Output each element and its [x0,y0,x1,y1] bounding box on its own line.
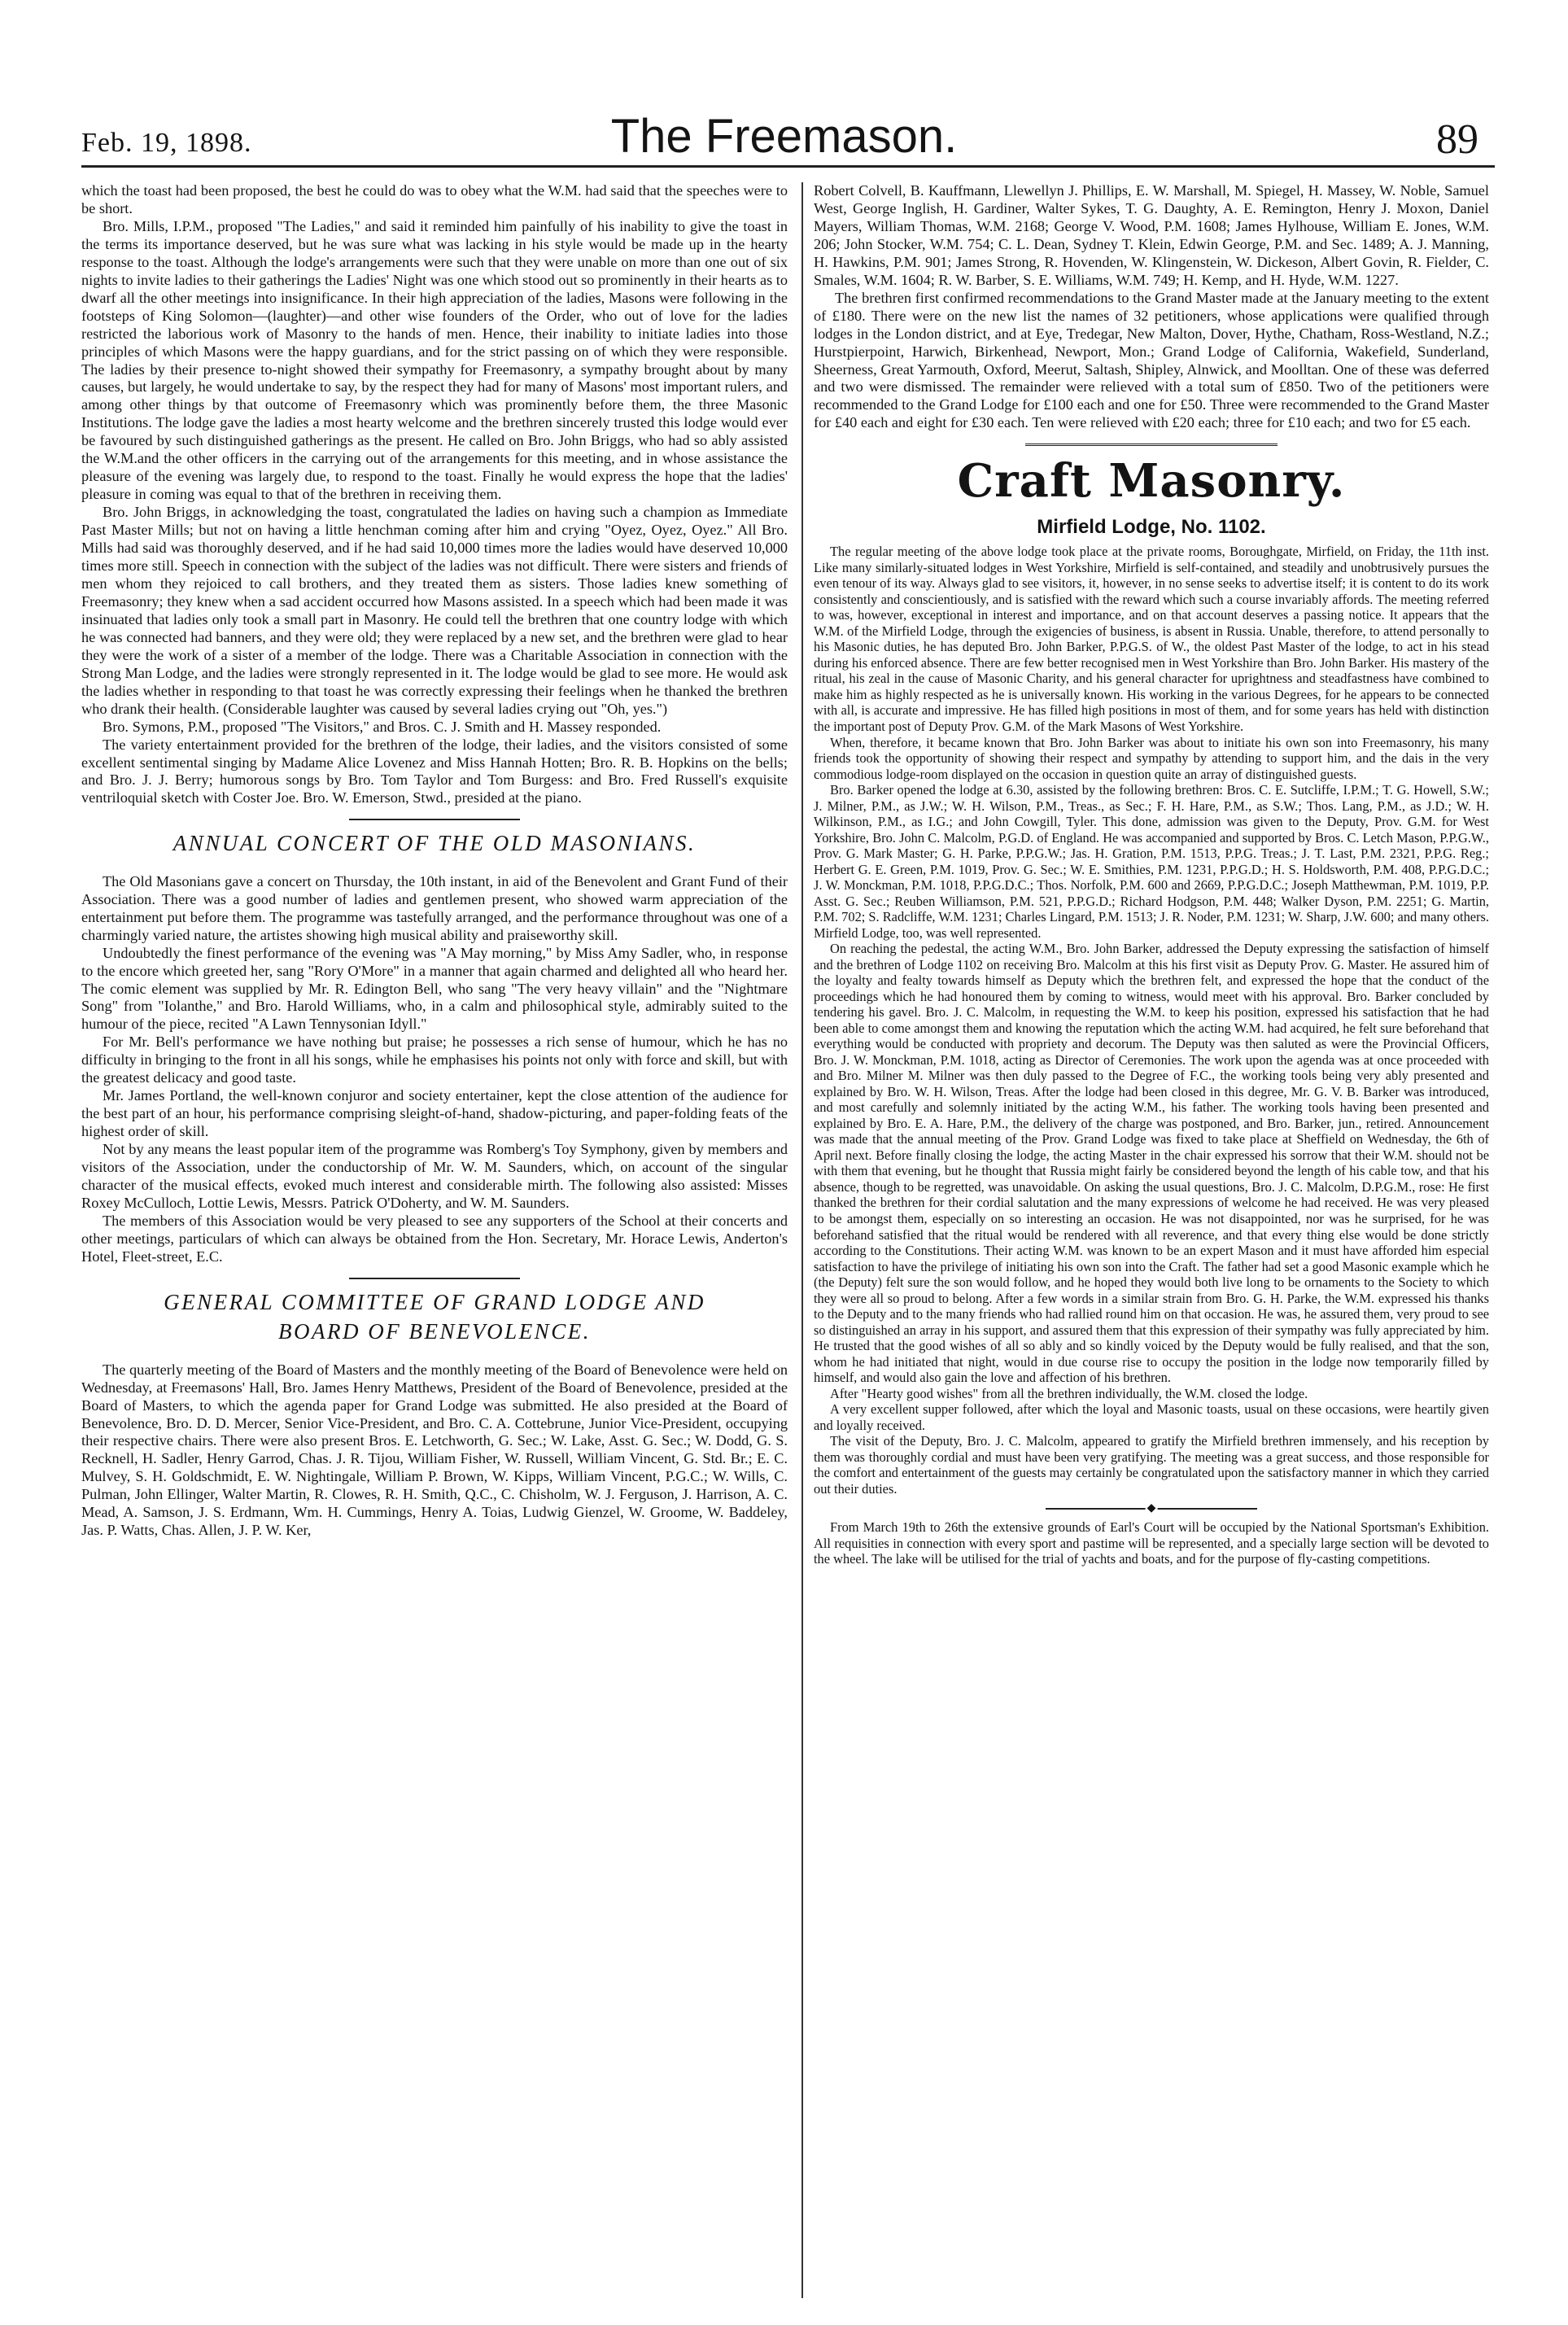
article-paragraph: Robert Colvell, B. Kauffmann, Llewellyn J. Phillips, E. W. Marshall, M. Spiegel, H. Massey, W. Noble, Samuel West, George Inglish, H. Gardiner, Walter Sykes, T. G. Daughty, A. E. Remington, Henry J. Moxon, Daniel Mayers, William Thomas, W.M. 2168; George V. Wood, P.M. 1608; James Hylhouse, William E. Jones, W.M. 206; John Stocker, W.M. 754; C. L. Dean, Sydney T. Klein, Edwin George, P.M. and Sec. 1489; A. J. Manning, H. Hawkins, P.M. 901; James Strong, R. Hovenden, W. Klingenstein, W. Dickeson, Albert Govin, R. Fielder, C. Smales, W.M. 1604; R. W. Barber, S. E. Williams, W.M. 749; H. Kemp, and H. Hyde, W.M. 1227. [814,182,1489,288]
masthead-rule [81,165,1495,168]
article-paragraph: Bro. Mills, I.P.M., proposed "The Ladies," and said it reminded him painfully of his inability to give the toast in the terms its importance deserved, but he was sure what was lacking in his style would be made up in the hearty response to the toast. Although the lodge's arrangements were such that they were unable on more than one out of six nights to invite ladies to their gatherings the Ladies' Night was one which stood out so prominently in their hearts as to dwarf all the other meetings into insignificance. In their high appreciation of the ladies, Masons were following in the footsteps of King Solomon—(laughter)—and other wise founders of the Order, who out of love for the ladies restricted the laborious work of Masonry to the hands of men. Hence, their inability to initiate ladies into those principles of which Masons were the happy guardians, and for the strict passing on of which they were responsible. The ladies by their presence to-night showed their sympathy for Freemasonry, a sympathy brought about by many causes, but largely, he would undertake to say, by the respect they had for many of Masons' most important rulers, and among other things by that outcome of Freemasonry which was prominently before them, the three Masonic Institutions. The lodge gave the ladies a most hearty welcome and the brethren sincerely trusted this lodge would ever be favoured by such distinguished gatherings as the present. He called on Bro. John Briggs, who had so ably assisted the W.M.and the other officers in the carrying out of the arrangements for this meeting, and in whose assistance the pleasure of the evening was largely due, to respond to the toast. Finally he would express the hope that the ladies' pleasure in coming was equal to that of the brethren in receiving them. [81,217,788,503]
article-paragraph: Not by any means the least popular item of the programme was Romberg's Toy Symphony, given by members and visitors of the Association, under the conductorship of Mr. W. M. Saunders, which, on account of the singular character of the musical effects, evoked much interest and considerable mirth. The following also assisted: Misses Roxey McCulloch, Lottie Lewis, Messrs. Patrick O'Doherty, and W. M. Saunders. [81,1141,788,1211]
article-paragraph: When, therefore, it became known that Bro. John Barker was about to initiate his own son into Freemasonry, his many friends took the opportunity of showing their respect and sympathy by attending to support him, and the dais in the very commodious lodge-room displayed on the occasion in question quite an array of distinguished guests. [814,734,1489,782]
masthead [81,110,1487,163]
closing-note: From March 19th to 26th the extensive grounds of Earl's Court will be occupied by the National Sportsman's Exhibition. All requisities in connection with every sport and pastime will be represented, and a specially large section will be devoted to the wheel. The lake will be utilised for the trial of yachts and boats, and for the purpose of fly-casting competitions. [814,1519,1489,1567]
mirfield-report [814,544,1489,1567]
article-paragraph: The members of this Association would be very pleased to see any supporters of the School at their concerts and other meetings, particulars of which can always be obtained from the Hon. Secretary, Mr. Horace Lewis, Anderton's Hotel, Fleet-street, E.C. [81,1212,788,1265]
article-paragraph: The visit of the Deputy, Bro. J. C. Malcolm, appeared to gratify the Mirfield brethren immensely, and his reception by them was thoroughly cordial and must have been very gratifying. The meeting was a great success, and those responsible for the comfort and entertainment of the guests may certainly be congratulated upon the satisfactory manner in which they carried out their duties. [814,1433,1489,1497]
committee-heading-line: BOARD OF BENEVOLENCE. [278,1319,591,1344]
article-paragraph: The brethren first confirmed recommendations to the Grand Master made at the January meeting to the extent of £180. There were on the new list the names of 32 petitioners, whose applications were qualified through lodges in the London district, and at Eye, Tredegar, New Malton, Dover, Hythe, Chatham, Ross-Westland, N.Z.; Hurstpierpoint, Harwich, Birkenhead, Newport, Mon.; Grand Lodge of California, Wakefield, Sunderland, Sheerness, Great Yarmouth, Oxford, Meerut, Saltash, Shipley, Alnwick, and Moolltan. One of these was deferred and two were dismissed. The remainder were relieved with a total sum of £850. Two of the petitioners were recommended to the Grand Lodge for £100 each and one for £50. Three were recommended to the Grand Master for £40 each and eight for £30 each. Ten were relieved with £20 each; three for £10 each; and two for £5 each. [814,289,1489,431]
article-paragraph: For Mr. Bell's performance we have nothing but praise; he possesses a rich sense of humour, which he has no difficulty in bringing to the front in all his songs, while he emphasises his points not only with force and skill, but with the greatest delicacy and good taste. [81,1034,788,1086]
article-paragraph: On reaching the pedestal, the acting W.M., Bro. John Barker, addressed the Deputy expressing the satisfaction of himself and the brethren of Lodge 1102 on receiving Bro. Malcolm at this his first visit as Deputy Prov. G. Master. He assured him of the loyalty and fealty towards himself as Deputy which the brethren felt, and expressed the hope that the conduct of the proceedings which he had honoured them by coming to witness, would meet with his approval. Bro. Barker concluded by tendering his gavel. Bro. J. C. Malcolm, in requesting the W.M. to keep his position, expressed his satisfaction that he had been able to come amongst them and knowing the reputation which the acting W.M. had acquired, he felt sure beforehand that everything would be conducted with propriety and decorum. The Deputy was then saluted as were the Provincial Officers, Bro. J. W. Monckman, P.M. 1018, acting as Director of Ceremonies. The work upon the agenda was at once proceeded with and Bro. Milner M. Milner was then duly passed to the Degree of F.C., the working tools being very ably presented and explained by Bro. W. H. Wilson, Treas. After the lodge had been closed in this degree, Mr. G. V. B. Barker was introduced, and most carefully and solemnly initiated by the acting W.M., his father. The working tools having been presented and explained by Bro. E. A. Hare, P.M., the delivery of the charge was postponed, and Bro. Barker, jun., retired. Announcement was made that the annual meeting of the Prov. Grand Lodge was fixed to take place at Sheffield on Wednesday, the 6th of April next. Before finally closing the lodge, the acting Master in the chair expressed his sorrow that their W.M. should not be with them that evening, but he thought that Russia might fairly be considered beyond the length of his cable tow, and that his absence, though to be regretted, was unavoidable. On asking the usual questions, Bro. J. C. Malcolm, D.P.G.M., rose: He first thanked the brethren for their cordial salutation and the many expressions of welcome he had received. He was very pleased to be amongst them, especially on so interesting an occasion. He was not disappointed, nor was he surprised, for he was beforehand satisfied that the ritual would be rendered with all reverence, and that every thing else would be done strictly according to the Constitutions. Their acting W.M. was known to be an expert Mason and it must have afforded him especial satisfaction to have the privilege of initiating his own son into the Craft. The father had set a good Masonic example which he (the Deputy) felt sure the son would follow, and he hoped they would both live long to be ornaments to the Society to which they were all so proud to belong. After a few words in a similar strain from Bro. G. H. Parke, the W.M. expressed his thanks to the Deputy and to the many friends who had rallied round him on that occasion. He was, he assured them, very proud to see so distinguished an array in his support, and assured them that this expression of their sympathy was fully appreciated by him. He trusted that the good wishes of all so ably and so kindly voiced by the Deputy would be fully realised, and that the son, whom he had initiated that night, would in due course rise to occupy the position in the lodge now temporarily filled by himself, and would also gain the love and affection of his brethren. [814,941,1489,1386]
article-paragraph: Bro. Barker opened the lodge at 6.30, assisted by the following brethren: Bros. C. E. Sutcliffe, I.P.M.; T. G. Howell, S.W.; J. Milner, P.M., as J.W.; W. H. Wilson, P.M., Treas., as Sec.; F. H. Hare, P.M., as S.W.; Thos. Lang, P.M., as J.D.; W. H. Wilkinson, P.M., as I.G.; and John Cowgill, Tyler. This done, admission was given to the Deputy, Prov. G.M. for West Yorkshire, Bro. John C. Malcolm, P.G.D. of England. He was accompanied and supported by Bros. C. Letch Mason, P.P.G.W., Prov. G. Mark Master; G. H. Parke, P.P.G.W.; Jas. H. Gration, P.M. 1513, P.P.G. Treas.; J. T. Last, P.M. 2321, P.P.G. Reg.; Herbert G. E. Green, P.M. 1019, Prov. G. Sec.; W. E. Smithies, P.M. 1231, P.P.G.D.; H. S. Holdsworth, P.M. 408, P.P.G.D.C.; J. W. Monckman, P.M. 1018, P.P.G.D.C.; Thos. Norfolk, P.M. 600 and 2669, P.P.G.D.C.; Joseph Matthewman, P.M. 1019, P.P. Asst. G. Sec.; Reuben Williamson, P.M. 521, P.P.G.D.; Richard Hodgson, P.M. 448; Walker Dyson, P.M. 2251; G. Martin, P.M. 702; S. Radcliffe, W.M. 1231; Charles Lingard, P.M. 1513; J. R. Noder, P.M. 1231; W. Sharp, J.W. 600; and many others. Mirfield Lodge, too, was well represented. [814,782,1489,941]
article-paragraph: The variety entertainment provided for the brethren of the lodge, their ladies, and the visitors consisted of some excellent sentimental singing by Madame Alice Lovenez and Miss Hannah Hotten; Bro. R. B. Hopkins on the bells; and Bro. J. J. Berry; humorous songs by Bro. Tom Taylor and Tom Burgess: and Bro. Fred Russell's exquisite ventriloquial sketch with Coster Joe. Bro. W. Emerson, Stwd., presided at the piano. [81,736,788,806]
page-number: 89 [1436,116,1478,163]
left-column [81,182,788,2306]
publication-title: The Freemason. [610,110,958,163]
article-paragraph: Mr. James Portland, the well-known conjuror and society entertainer, kept the close attention of the audience for the best part of an hour, his performance comprising sleight-of-hand, shadow-picturing, and paper-folding feats of the highest order of skill. [81,1087,788,1140]
right-column [814,182,1489,2314]
concert-heading: ANNUAL CONCERT OF THE OLD MASONIANS. [173,831,697,856]
article-paragraph: Undoubtedly the finest performance of the evening was "A May morning," by Miss Amy Sadler, who, in response to the encore which greeted her, sang "Rory O'More" in a manner that again charmed and delighted all who heard her. The comic element was supplied by Mr. R. Edington Bell, who sang "The very heavy villain" and the "Nightmare Song" from "Iolanthe," and Bro. Harold Williams, who, in a calm and philosophical style, admirably suited to the humour of the piece, recited "A Lawn Tennysonian Idyll." [81,944,788,1033]
article-paragraph: The quarterly meeting of the Board of Masters and the monthly meeting of the Board of Benevolence were held on Wednesday, at Freemasons' Hall, Bro. James Henry Matthews, President of the Board of Benevolence, presided at the Board of Masters, to which the agenda paper for Grand Lodge was submitted. He also presided at the Board of Benevolence, Bro. D. D. Mercer, Senior Vice-President, and Bro. C. A. Cottebrune, Junior Vice-President, occupying their respective chairs. There were also present Bros. E. Letchworth, G. Sec.; W. Lake, Asst. G. Sec.; W. Dodd, G. S. Recknell, H. Sadler, Henry Garrod, Chas. J. R. Tijou, William Fisher, W. Russell, William Vincent, G. Std. Br.; E. C. Mulvey, S. H. Goldschmidt, E. W. Nightingale, William P. Brown, W. Kipps, William Vincent, P.G.C.; W. Wills, C. Pulman, John Ellinger, Walter Martin, R. Clowes, R. H. Smith, Q.C., C. Chisholm, W. J. Ferguson, J. Harrison, A. C. Mead, A. Samson, J. S. Erdmann, Wm. H. Cummings, Henry A. Toias, Ludwig Gienzel, W. Groome, W. Baddeley, Jas. P. Watts, Chas. Allen, J. P. W. Ker, [81,1361,788,1539]
issue-date: Feb. 19, 1898. [81,128,252,158]
diamond-ornament-icon: ◆ [1147,1502,1156,1515]
article-paragraph: The regular meeting of the above lodge took place at the private rooms, Boroughgate, Mirfield, on Friday, the 11th inst. Like many similarly-situated lodges in West Yorkshire, Mirfield is self-contained, and steadily and unobtrusively pursues the even tenour of its way. Always glad to see visitors, it, however, in no sense seeks to advertise itself; it is content to do its work consistently and conscientiously, and is satisfied with the reward which such a course invariably affords. The meeting referred to was, however, exceptional in interest and importance, and on that account deserves a passing notice. It appears that the W.M. of the Mirfield Lodge, through the exigencies of business, is absent in Russia. Unable, therefore, to attend personally to his Masonic duties, he has deputed Bro. John Barker, P.P.G.S. of W., the oldest Past Master of the lodge, to act in his stead during his enforced absence. There are few better recognised men in West Yorkshire than Bro. John Barker. His mastery of the ritual, his zeal in the cause of Masonic Charity, and his general character for uprightness and steadfastness have combined to make him as highly respected as he is universally known. His working in the various Degrees, for he appears to be connected with all, is accurate and impressive. He has filled high positions in most of them, and for some years has held with distinction the important post of Deputy Prov. G.M. of the Mark Masons of West Yorkshire. [814,544,1489,734]
committee-heading [81,1287,788,1347]
article-paragraph: Bro. Symons, P.M., proposed "The Visitors," and Bros. C. J. Smith and H. Massey responded. [103,718,662,735]
craft-masonry-heading: Craft Masonry. [957,454,1346,509]
article-paragraph: The Old Masonians gave a concert on Thursday, the 10th instant, in aid of the Benevolent and Grant Fund of their Association. There was a good number of ladies and gentlemen present, who showed warm appreciation of the entertainment put before them. The programme was tastefully arranged, and the performance throughout was one of a charmingly varied nature, the artistes showing high musical ability and praiseworthy skill. [81,872,788,943]
article-paragraph: After "Hearty good wishes" from all the brethren individually, the W.M. closed the lodge. [830,1385,1308,1401]
section-rule [1025,444,1278,446]
committee-heading-line: GENERAL COMMITTEE OF GRAND LODGE AND [164,1289,705,1314]
ornament-rule [1046,1502,1257,1515]
section-rule [349,1278,520,1279]
section-rule [349,819,520,820]
column-divider [801,182,803,2298]
lodge-heading: Mirfield Lodge, No. 1102. [1037,515,1266,538]
article-paragraph: which the toast had been proposed, the best he could do was to obey what the W.M. had said that the speeches were to be short. [81,182,788,216]
article-paragraph: Bro. John Briggs, in acknowledging the toast, congratulated the ladies on having such a champion as Immediate Past Master Mills; but not on having a little henchman coming after him and crying "Oyez, Oyez, Oyez." All Bro. Mills had said was thoroughly deserved, and if he had said 10,000 times more the ladies would have deserved 10,000 times more still. Speech in connection with the subject of the ladies was not difficult. There were sisters and friends of men whom they rejoiced to call brothers, and they treated them as sisters. Those ladies knew something of Freemasonry; they knew when a sad accident occurred how Masons assisted. In a speech which had been made it was insinuated that ladies only took a small part in Masonry. He could tell the brethren that one country lodge with which he was connected had banners, and they were old; they were replaced by a new set, and the brethren were glad to hear they were the work of a sister of a member of the lodge. There was a Charitable Association in connection with the Strong Man Lodge, and the ladies were strongly represented in it. The lodge would be glad to see more. He would ask the ladies whether in responding to that toast he was correctly expressing their feelings when he thanked the brethren who drank their health. (Considerable laughter was caused by several ladies crying out "Oh, yes.") [81,504,788,717]
article-paragraph: A very excellent supper followed, after which the loyal and Masonic toasts, usual on these occasions, were heartily given and loyally received. [814,1401,1489,1433]
